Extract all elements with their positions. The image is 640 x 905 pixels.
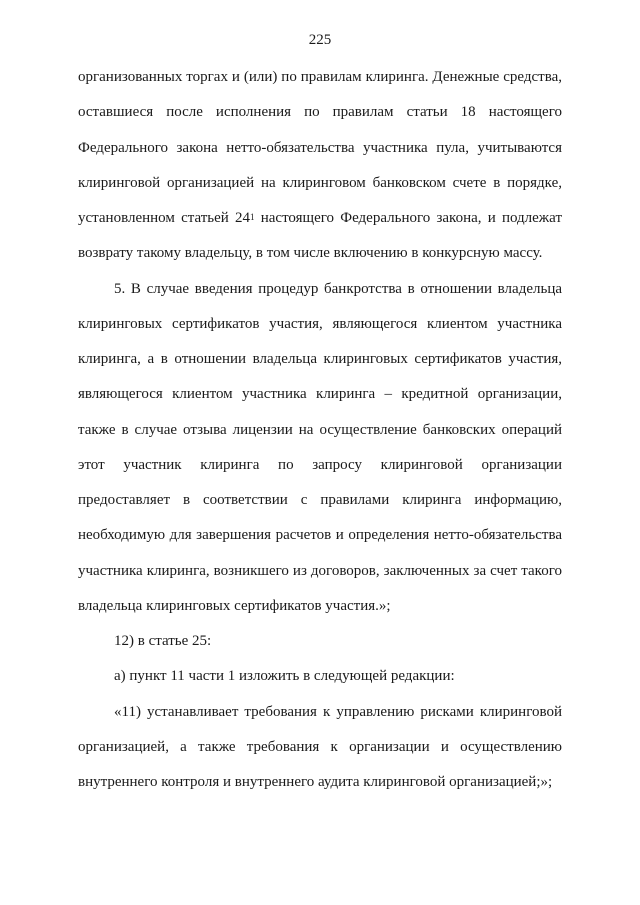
text-line: необходимую для завершения расчетов и определения нетто-обязательства (78, 527, 562, 543)
text-line: являющегося клиентом участника клиринга – кредитной организации, (78, 386, 562, 402)
text-line: организованных торгах и (или) по правилам клиринга. Денежные средства, (78, 69, 562, 85)
text-line: внутреннего контроля и внутреннего аудита клиринговой организацией;»; (78, 774, 553, 790)
text-line: оставшиеся после исполнения по правилам статьи 18 настоящего (78, 104, 562, 120)
text-line: участника клиринга, возникшего из договоров, заключенных за счет такого (78, 563, 562, 579)
superscript: 1 (250, 212, 255, 222)
text-line: этот участник клиринга по запросу клиринговой организации (78, 457, 562, 473)
text-line: предоставляет в соответствии с правилами клиринга информацию, (78, 492, 562, 508)
text-line: клиринговой организацией на клиринговом банковском счете в порядке, (78, 175, 562, 191)
text-line: клиринга, а в отношении владельца клиринговых сертификатов участия, (78, 351, 562, 367)
text-segment: настоящего Федерального закона, и подлежат (254, 210, 562, 226)
text-line (78, 209, 562, 227)
text-line: Федерального закона нетто-обязательства участника пула, учитываются (78, 140, 562, 156)
list-item-heading: а) пункт 11 части 1 изложить в следующей редакции: (114, 668, 455, 684)
page-number: 225 (308, 32, 332, 48)
list-item-heading: 12) в статье 25: (114, 633, 212, 649)
text-line: возврату такому владельцу, в том числе включению в конкурсную массу. (78, 245, 543, 261)
text-line: клиринговых сертификатов участия, являющегося клиентом участника (78, 316, 562, 332)
text-line: организацией, а также требования к организации и осуществлению (78, 739, 562, 755)
text-line: также в случае отзыва лицензии на осуществление банковских операций (78, 422, 562, 438)
text-line: владельца клиринговых сертификатов участия.»; (78, 598, 391, 614)
paragraph-first-line: «11) устанавливает требования к управлению рисками клиринговой (114, 704, 562, 720)
paragraph-first-line: 5. В случае введения процедур банкротства в отношении владельца (114, 281, 562, 297)
text-segment: установленном статьей 24 (78, 210, 251, 226)
